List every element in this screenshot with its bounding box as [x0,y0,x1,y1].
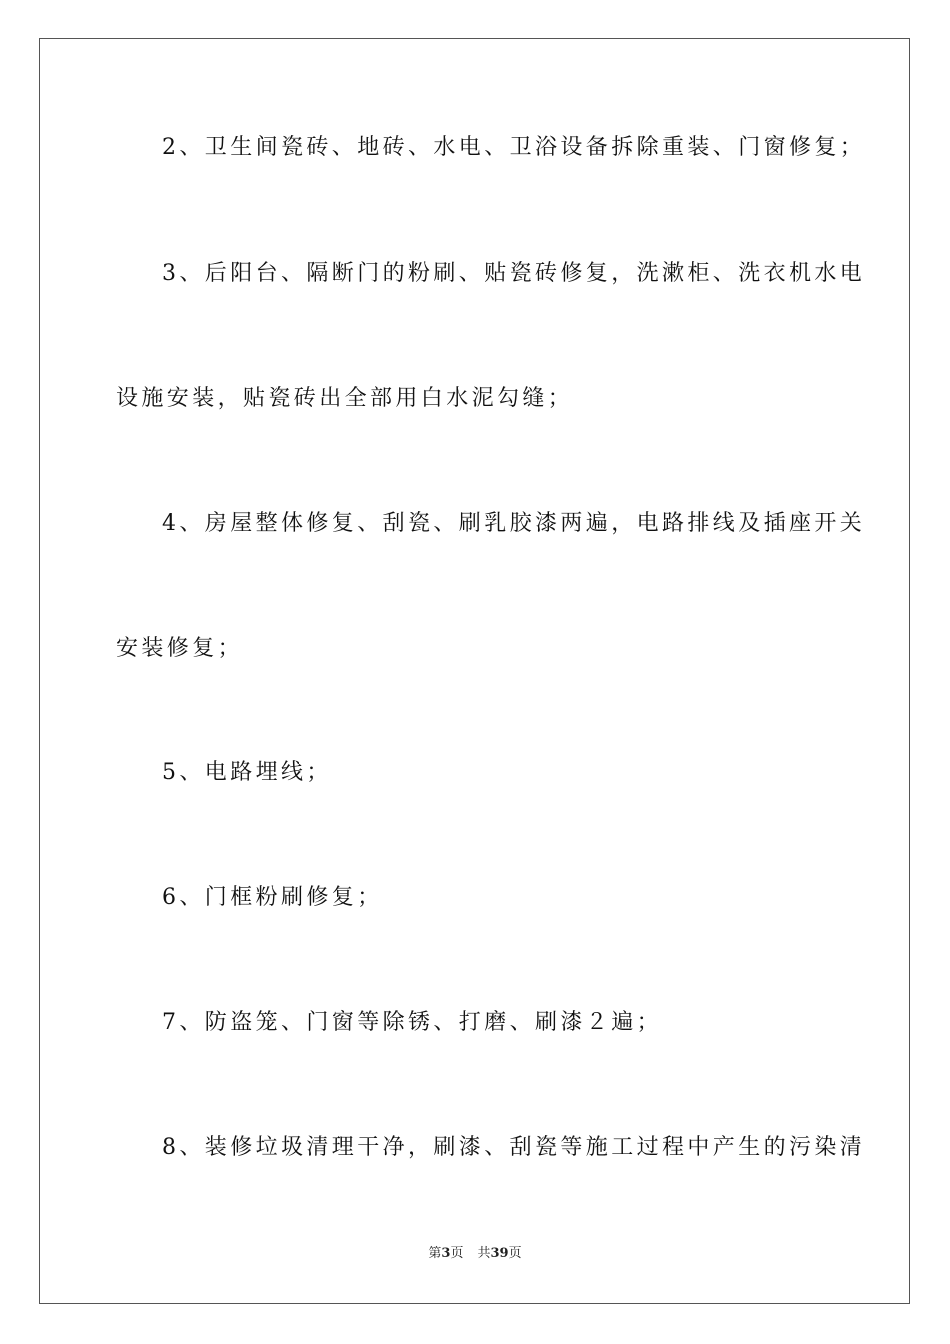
list-item-3-line-1: 3、后阳台、隔断门的粉刷、贴瓷砖修复，洗漱柜、洗衣机水电 [162,261,866,286]
list-item-5: 5、电路埋线； [162,760,332,785]
page-number: 3 [441,1246,451,1261]
total-label-prefix: 共 [477,1246,491,1261]
list-item-4-line-1: 4、房屋整体修复、刮瓷、刷乳胶漆两遍，电路排线及插座开关 [162,511,866,536]
list-item-8-line-1: 8、装修垃圾清理干净，刷漆、刮瓷等施工过程中产生的污染清 [162,1135,866,1160]
page-footer [0,1246,950,1262]
list-item-3-line-2: 设施安装，贴瓷砖出全部用白水泥勾缝； [116,386,574,411]
list-item-4-line-2: 安装修复； [116,636,244,661]
list-item-2: 2、卫生间瓷砖、地砖、水电、卫浴设备拆除重装、门窗修复； [162,135,866,160]
page-label-suffix: 页 [450,1246,464,1261]
total-pages: 39 [490,1246,509,1261]
list-item-7: 7、防盗笼、门窗等除锈、打磨、刷漆２遍； [162,1010,662,1035]
page-label-prefix: 第 [428,1246,442,1261]
total-label-suffix: 页 [508,1246,522,1261]
page-border [39,38,910,1304]
list-item-6: 6、门框粉刷修复； [162,885,383,910]
